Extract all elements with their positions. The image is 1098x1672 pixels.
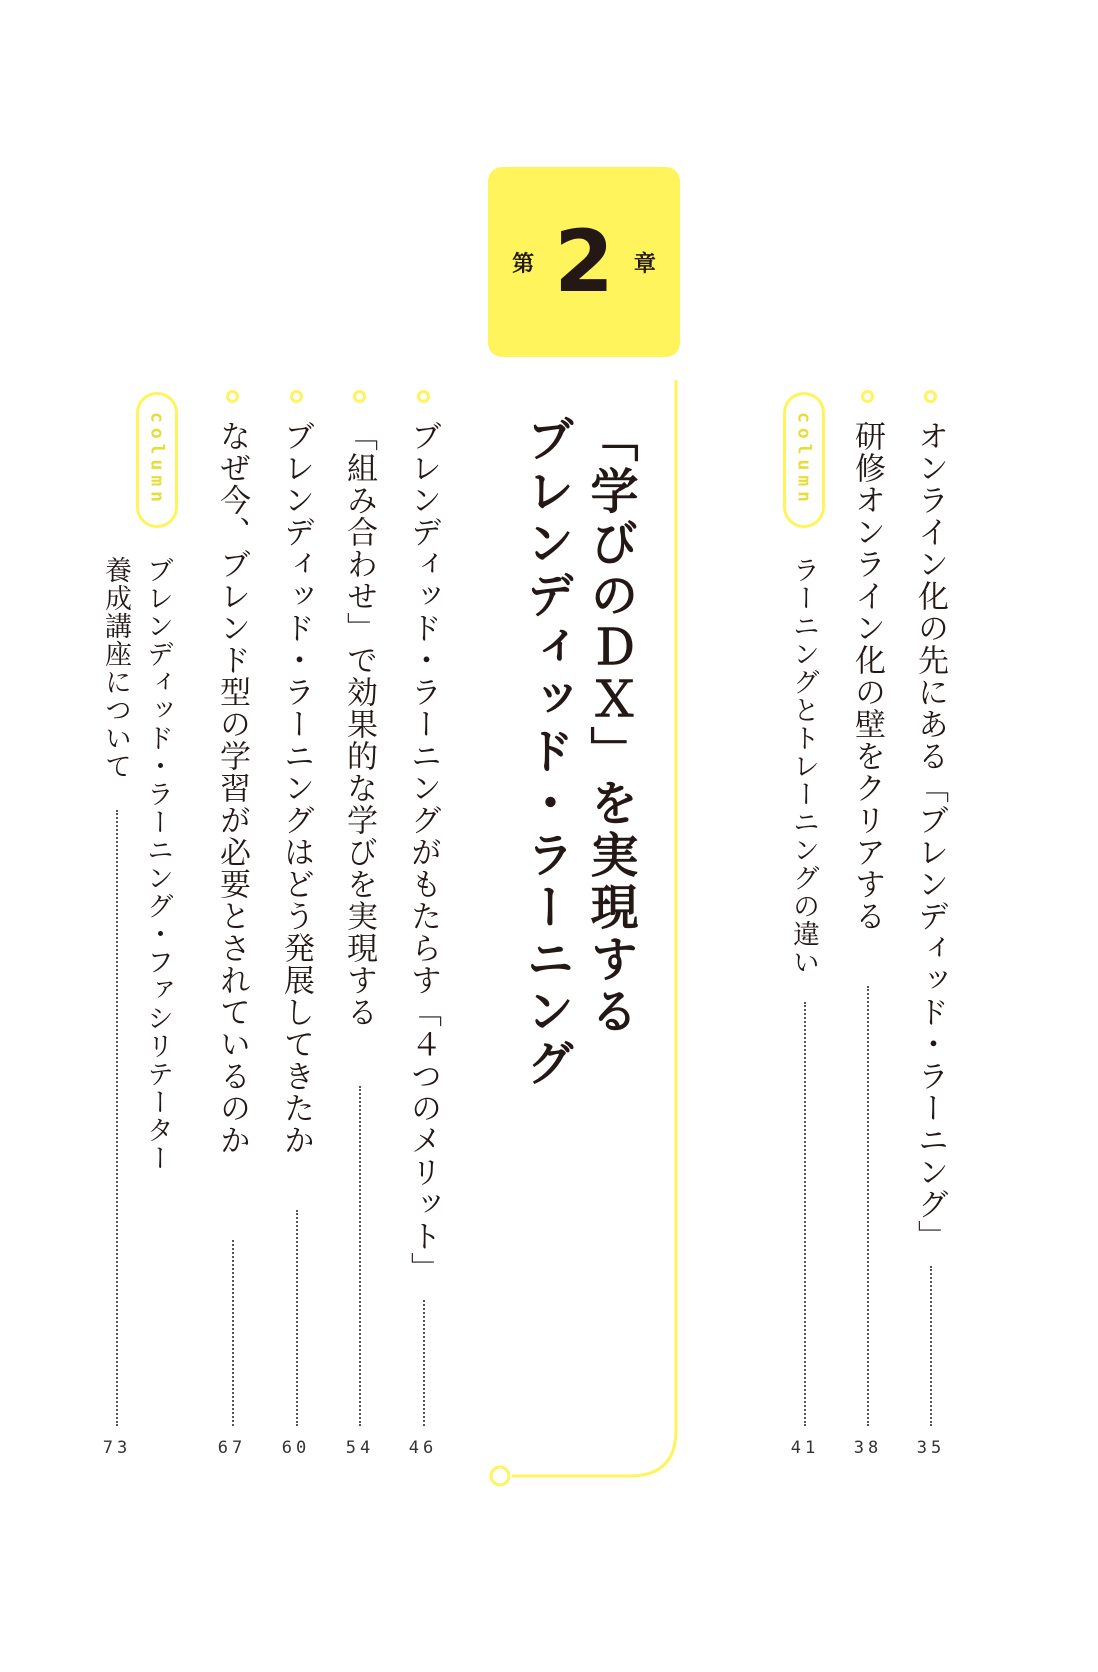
- toc-entry-title[interactable]: なぜ今、ブレンド型の学習が必要とされているのか: [214, 420, 250, 1156]
- chapter-prefix: 第: [512, 251, 535, 277]
- chapter-badge: [488, 167, 680, 357]
- toc-leader: [116, 810, 118, 1426]
- bullet-icon: [290, 390, 303, 403]
- toc-entry-title[interactable]: ブレンディッド・ラーニングがもたらす「４つのメリット」: [405, 420, 441, 1284]
- toc-page-number: 60: [281, 1438, 311, 1458]
- toc-page-number: 54: [345, 1438, 375, 1458]
- toc-entry-title[interactable]: ブレンディッド・ラーニング・ファシリテーター: [142, 556, 173, 1172]
- toc-entry-title[interactable]: ブレンディッド・ラーニングはどう発展してきたか: [278, 420, 314, 1156]
- toc-page-number: 67: [217, 1438, 247, 1458]
- toc-entry-title[interactable]: 研修オンライン化の壁をクリアする: [849, 420, 885, 932]
- toc-entry-title[interactable]: オンライン化の先にある「ブレンディッド・ラーニング」: [912, 420, 948, 1252]
- chapter-title-line-2: ブレンディッド・ラーニング: [518, 414, 574, 1090]
- bullet-icon: [226, 390, 239, 403]
- bullet-icon: [924, 390, 937, 403]
- toc-page-number: 46: [408, 1438, 438, 1458]
- chapter-suffix: 章: [633, 251, 656, 277]
- column-label: column: [146, 412, 168, 508]
- bullet-icon: [353, 390, 366, 403]
- toc-leader: [804, 1002, 806, 1426]
- chapter-number: 2: [554, 212, 614, 312]
- toc-leader: [867, 986, 869, 1426]
- toc-entry-title[interactable]: ラーニングとトレーニングの違い: [788, 556, 819, 976]
- column-badge: [783, 392, 825, 528]
- toc-leader: [930, 1266, 932, 1426]
- chapter-title-line-1: 「学びのＤＸ」を実現する: [582, 414, 638, 1038]
- toc-leader: [359, 1086, 361, 1426]
- bullet-icon: [861, 390, 874, 403]
- toc-leader: [232, 1240, 234, 1426]
- bracket-end-ring-icon: [491, 1467, 509, 1485]
- column-label: column: [793, 412, 815, 508]
- toc-entry-title-cont[interactable]: 養成講座について: [100, 556, 131, 780]
- toc-entry-title[interactable]: 「組み合わせ」で効果的な学びを実現する: [341, 420, 377, 1028]
- column-badge: [136, 392, 178, 528]
- toc-page-number: 38: [853, 1438, 883, 1458]
- toc-page-number: 35: [916, 1438, 946, 1458]
- toc-leader: [423, 1300, 425, 1426]
- toc-leader: [296, 1210, 298, 1426]
- bullet-icon: [417, 390, 430, 403]
- toc-page-number: 73: [102, 1438, 132, 1458]
- toc-page-number: 41: [790, 1438, 820, 1458]
